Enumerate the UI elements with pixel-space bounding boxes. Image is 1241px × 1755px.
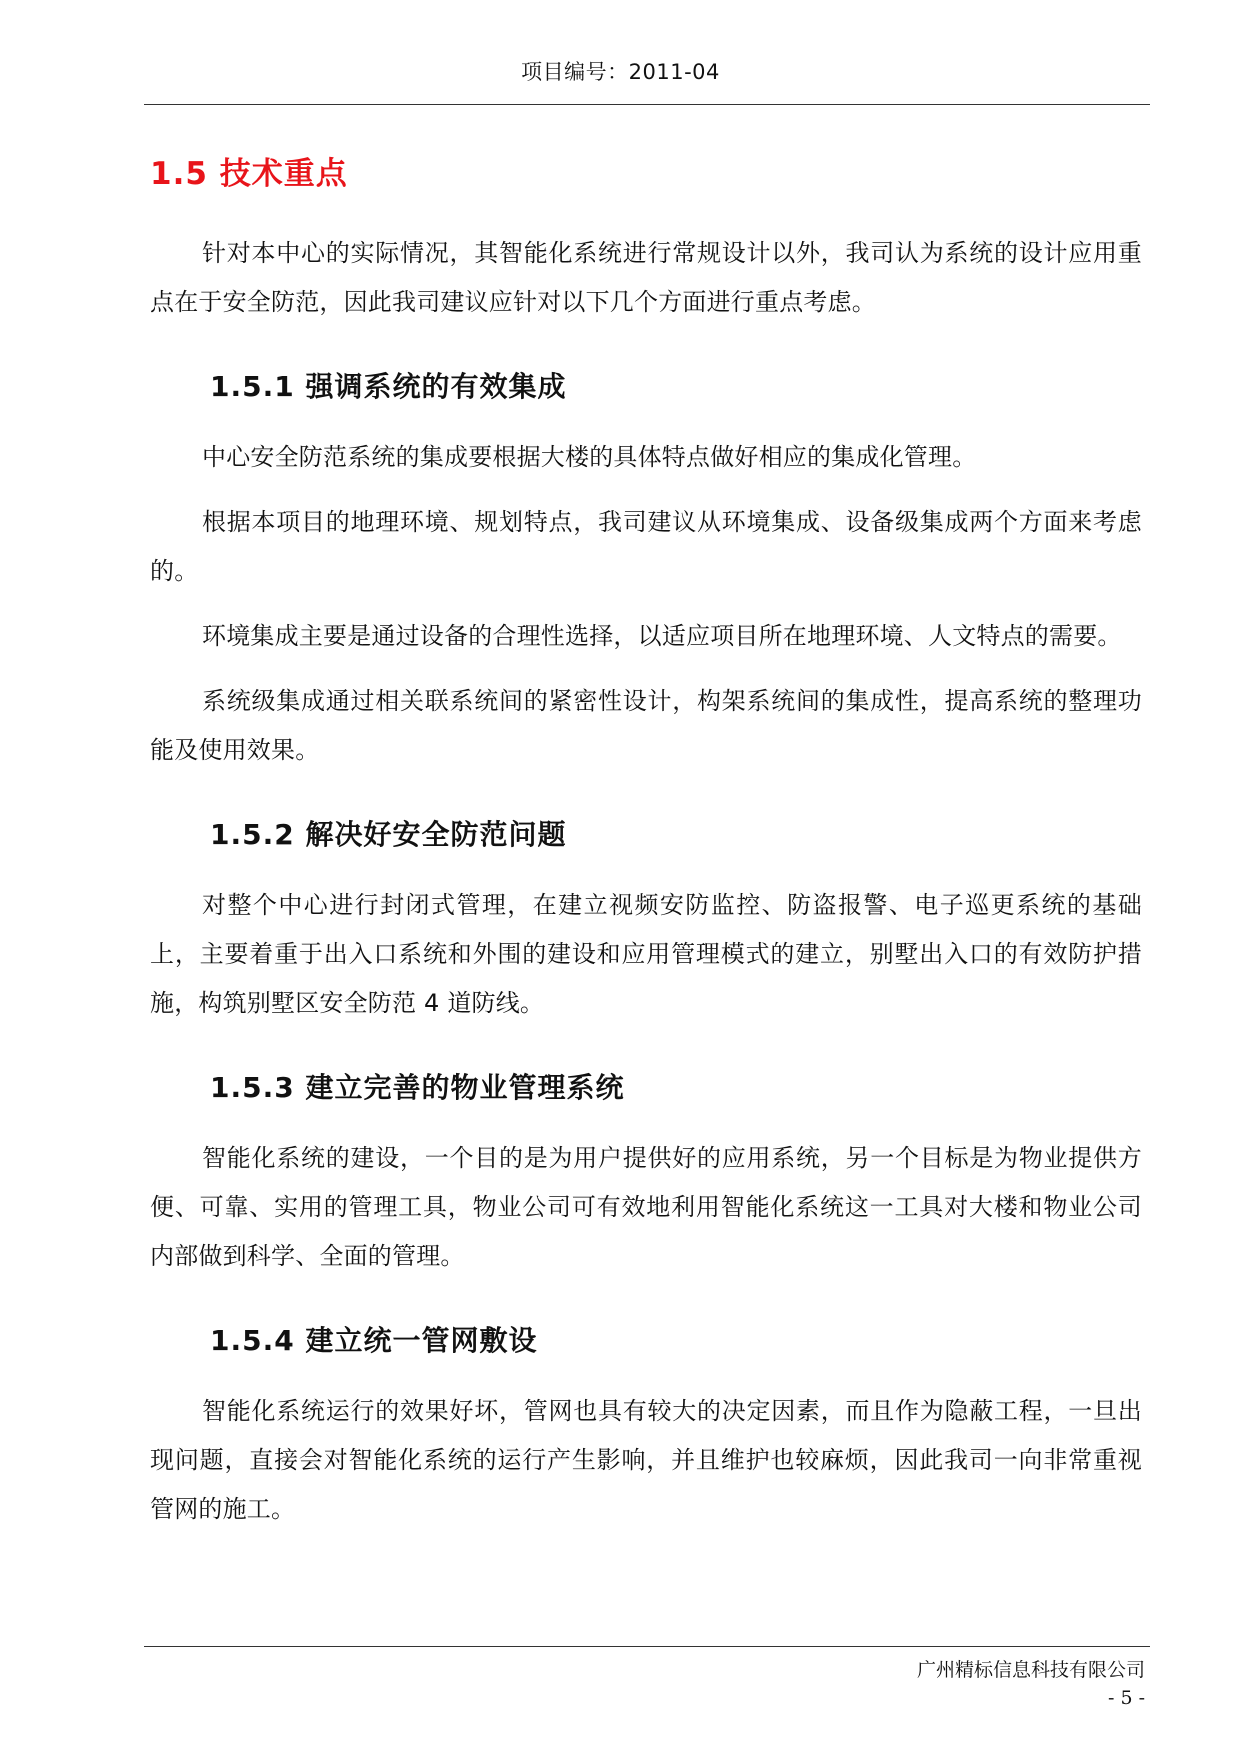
subsection-title-1-5-1: 1.5.1 强调系统的有效集成 <box>210 370 567 403</box>
header-project-number: 项目编号：2011-04 <box>521 60 720 84</box>
footer-company-name: 广州精标信息科技有限公司 <box>916 1659 1145 1681</box>
header-divider <box>144 104 1150 105</box>
footer-divider <box>144 1646 1150 1647</box>
section-title: 1.5 技术重点 <box>150 156 348 192</box>
section-intro-paragraph: 针对本中心的实际情况，其智能化系统进行常规设计以外，我司认为系统的设计应用重点在于安全防范，因此我司建议应针对以下几个方面进行重点考虑。 <box>150 239 1142 316</box>
paragraph: 中心安全防范系统的集成要根据大楼的具体特点做好相应的集成化管理。 <box>202 443 977 471</box>
paragraph: 对整个中心进行封闭式管理，在建立视频安防监控、防盗报警、电子巡更系统的基础上，主要着重于出入口系统和外围的建设和应用管理模式的建立，别墅出入口的有效防护措施，构筑别墅区安全防范 4 道防线。 <box>150 891 1142 1017</box>
subsection-title-1-5-2: 1.5.2 解决好安全防范问题 <box>210 818 567 851</box>
subsection-title-1-5-4: 1.5.4 建立统一管网敷设 <box>210 1324 538 1357</box>
paragraph: 环境集成主要是通过设备的合理性选择，以适应项目所在地理环境、人文特点的需要。 <box>202 622 1122 650</box>
paragraph: 智能化系统运行的效果好坏，管网也具有较大的决定因素，而且作为隐蔽工程，一旦出现问题，直接会对智能化系统的运行产生影响，并且维护也较麻烦，因此我司一向非常重视管网的施工。 <box>150 1397 1142 1523</box>
page-number: - 5 - <box>1107 1687 1145 1709</box>
paragraph: 根据本项目的地理环境、规划特点，我司建议从环境集成、设备级集成两个方面来考虑的。 <box>150 508 1142 585</box>
document-body <box>150 140 1142 1550</box>
paragraph: 系统级集成通过相关联系统间的紧密性设计，构架系统间的集成性，提高系统的整理功能及使用效果。 <box>150 687 1142 764</box>
subsection-title-1-5-3: 1.5.3 建立完善的物业管理系统 <box>210 1071 625 1104</box>
paragraph: 智能化系统的建设，一个目的是为用户提供好的应用系统，另一个目标是为物业提供方便、可靠、实用的管理工具，物业公司可有效地利用智能化系统这一工具对大楼和物业公司内部做到科学、全面的管理。 <box>150 1144 1142 1270</box>
